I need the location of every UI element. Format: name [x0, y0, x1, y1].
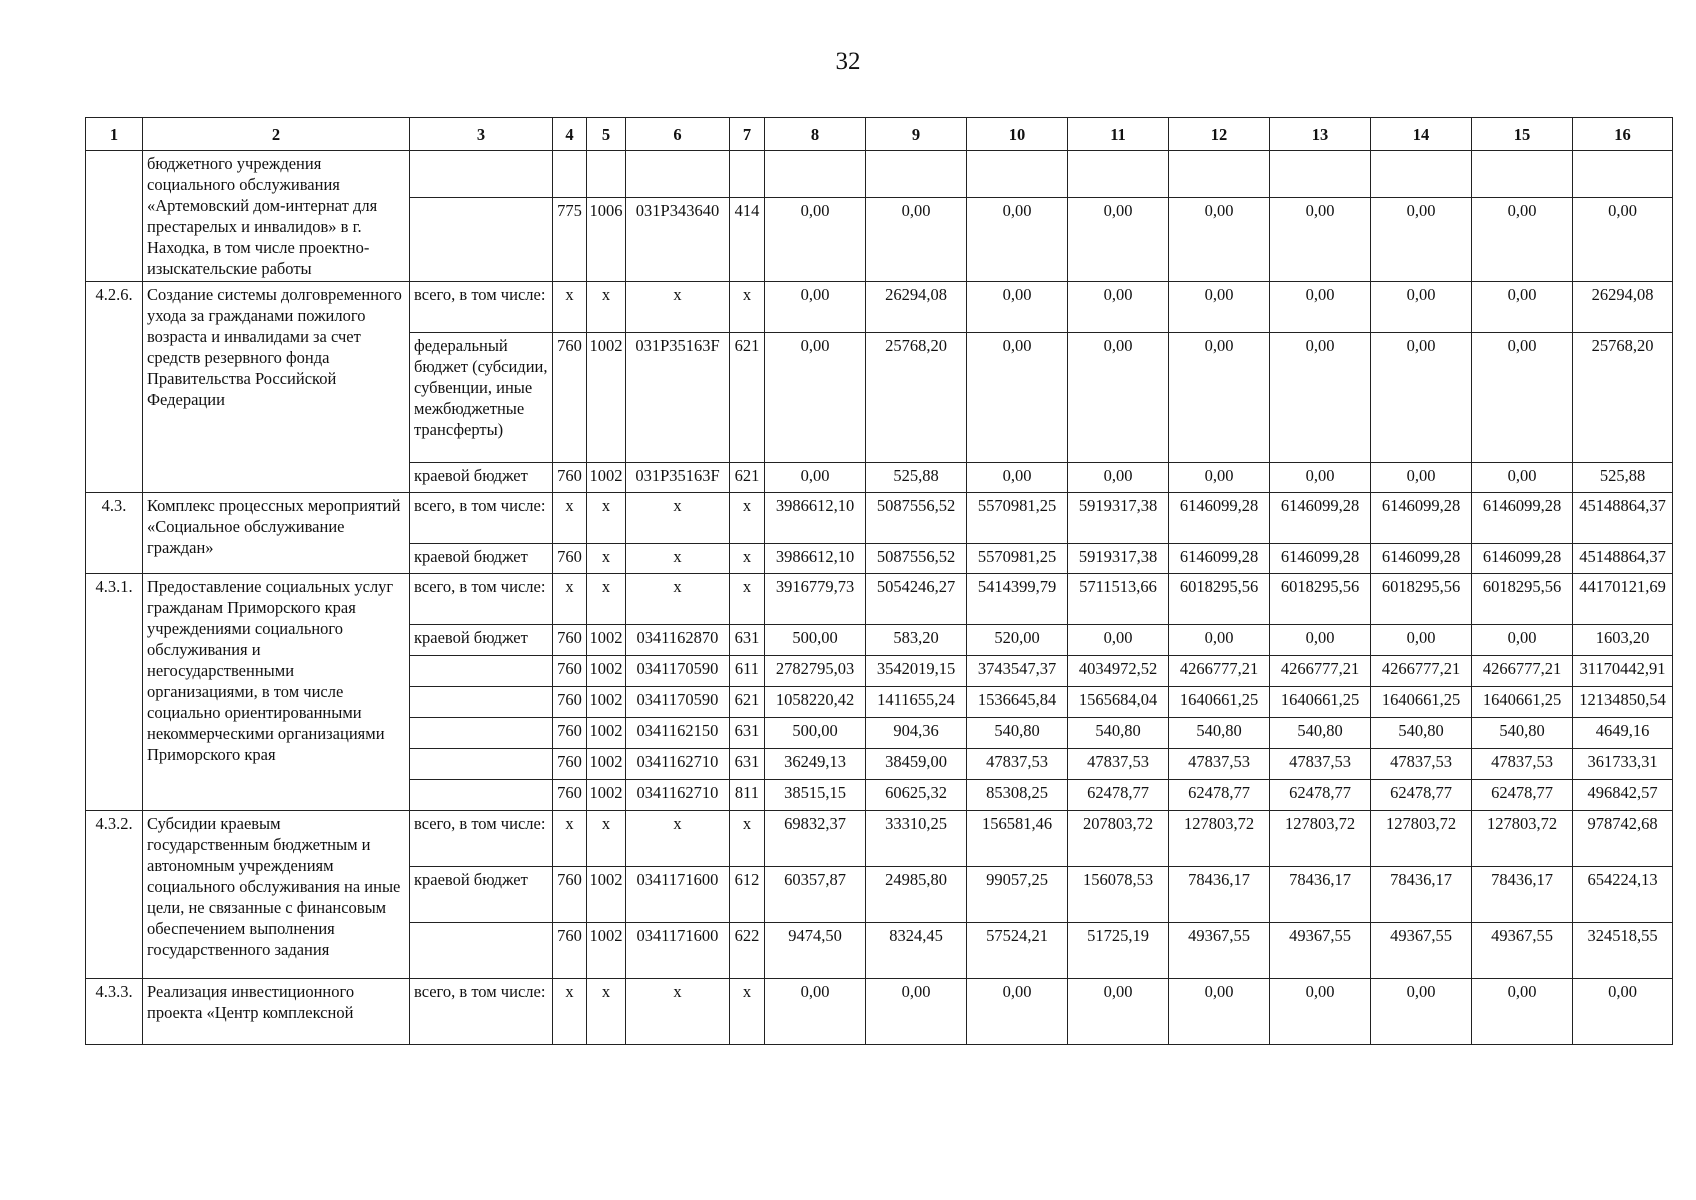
code-col-7: 621	[730, 333, 765, 463]
code-col-4: x	[553, 811, 587, 867]
table-header	[86, 118, 1673, 151]
amount-col-12: 0,00	[1169, 463, 1270, 493]
column-header-10: 10	[967, 118, 1068, 151]
funding-source	[410, 749, 553, 780]
amount-col-13: 0,00	[1270, 333, 1371, 463]
amount-col-15: 6146099,28	[1472, 493, 1573, 544]
code-col-7: x	[730, 574, 765, 625]
amount-col-12: 540,80	[1169, 718, 1270, 749]
amount-col-13: 78436,17	[1270, 867, 1371, 923]
code-col-7	[730, 151, 765, 198]
amount-col-16: 496842,57	[1573, 780, 1673, 811]
code-col-4	[553, 151, 587, 198]
column-header-row	[86, 118, 1673, 151]
page-number: 32	[835, 48, 861, 75]
amount-col-16: 45148864,37	[1573, 544, 1673, 574]
amount-col-16: 525,88	[1573, 463, 1673, 493]
item-name: Предоставление социальных услуг гражданам Приморского края учреждениями социального обслуживания и негосударственными организациями, в том числе социально ориентированными некоммерческими организациями Приморского края	[143, 574, 410, 811]
amount-col-13: 0,00	[1270, 463, 1371, 493]
code-col-5: 1002	[587, 333, 626, 463]
amount-col-15: 49367,55	[1472, 923, 1573, 979]
code-col-5: x	[587, 493, 626, 544]
code-col-5: 1002	[587, 923, 626, 979]
amount-col-12: 6146099,28	[1169, 544, 1270, 574]
column-header-2: 2	[143, 118, 410, 151]
code-col-6: 0341162150	[626, 718, 730, 749]
amount-col-12: 0,00	[1169, 979, 1270, 1045]
amount-col-16: 654224,13	[1573, 867, 1673, 923]
code-col-7: x	[730, 544, 765, 574]
column-header-4: 4	[553, 118, 587, 151]
item-name: бюджетного учреждения социального обслуживания «Артемовский дом-интернат для престарелых и инвалидов» в г. Находка, в том числе проектно-изыскательские работы	[143, 151, 410, 282]
funding-source: краевой бюджет	[410, 544, 553, 574]
code-col-7: 631	[730, 718, 765, 749]
column-header-14: 14	[1371, 118, 1472, 151]
amount-col-12: 62478,77	[1169, 780, 1270, 811]
code-col-6: 031P35163F	[626, 333, 730, 463]
amount-col-10: 85308,25	[967, 780, 1068, 811]
column-header-16: 16	[1573, 118, 1673, 151]
code-col-4: 760	[553, 333, 587, 463]
code-col-5: 1002	[587, 687, 626, 718]
code-col-6: 0341162710	[626, 749, 730, 780]
amount-col-16: 44170121,69	[1573, 574, 1673, 625]
table-row	[86, 574, 1673, 625]
amount-col-12: 127803,72	[1169, 811, 1270, 867]
code-col-4: 760	[553, 656, 587, 687]
amount-col-10: 5570981,25	[967, 493, 1068, 544]
amount-col-9: 583,20	[866, 625, 967, 656]
amount-col-14: 0,00	[1371, 625, 1472, 656]
amount-col-13: 0,00	[1270, 282, 1371, 333]
code-col-7: x	[730, 979, 765, 1045]
amount-col-13: 62478,77	[1270, 780, 1371, 811]
amount-col-15: 6018295,56	[1472, 574, 1573, 625]
amount-col-14: 0,00	[1371, 333, 1472, 463]
amount-col-14: 78436,17	[1371, 867, 1472, 923]
amount-col-13: 49367,55	[1270, 923, 1371, 979]
amount-col-13: 4266777,21	[1270, 656, 1371, 687]
item-number: 4.2.6.	[86, 282, 143, 493]
funding-source: краевой бюджет	[410, 867, 553, 923]
code-col-7: 631	[730, 749, 765, 780]
code-col-6: 0341162870	[626, 625, 730, 656]
amount-col-12: 0,00	[1169, 333, 1270, 463]
amount-col-15: 0,00	[1472, 979, 1573, 1045]
code-col-4: 760	[553, 718, 587, 749]
amount-col-14: 6146099,28	[1371, 493, 1472, 544]
amount-col-13: 47837,53	[1270, 749, 1371, 780]
code-col-5: x	[587, 574, 626, 625]
code-col-5: x	[587, 979, 626, 1045]
code-col-6: x	[626, 493, 730, 544]
amount-col-13: 6146099,28	[1270, 544, 1371, 574]
amount-col-16	[1573, 151, 1673, 198]
amount-col-9: 8324,45	[866, 923, 967, 979]
amount-col-13	[1270, 151, 1371, 198]
amount-col-12: 47837,53	[1169, 749, 1270, 780]
funding-source	[410, 780, 553, 811]
amount-col-10	[967, 151, 1068, 198]
funding-source: краевой бюджет	[410, 463, 553, 493]
code-col-7: 612	[730, 867, 765, 923]
code-col-4: 760	[553, 923, 587, 979]
amount-col-9: 3542019,15	[866, 656, 967, 687]
amount-col-13: 6018295,56	[1270, 574, 1371, 625]
amount-col-8: 500,00	[765, 625, 866, 656]
amount-col-14: 0,00	[1371, 979, 1472, 1045]
column-header-3: 3	[410, 118, 553, 151]
funding-source: всего, в том числе:	[410, 979, 553, 1045]
amount-col-11: 62478,77	[1068, 780, 1169, 811]
amount-col-8: 0,00	[765, 333, 866, 463]
code-col-6: 031P343640	[626, 198, 730, 282]
code-col-7: 621	[730, 687, 765, 718]
column-header-12: 12	[1169, 118, 1270, 151]
table-row	[86, 979, 1673, 1045]
amount-col-9: 24985,80	[866, 867, 967, 923]
amount-col-10: 57524,21	[967, 923, 1068, 979]
column-header-9: 9	[866, 118, 967, 151]
column-header-1: 1	[86, 118, 143, 151]
item-number: 4.3.3.	[86, 979, 143, 1045]
code-col-6: 0341170590	[626, 687, 730, 718]
amount-col-14: 47837,53	[1371, 749, 1472, 780]
amount-col-16: 12134850,54	[1573, 687, 1673, 718]
amount-col-10: 0,00	[967, 333, 1068, 463]
code-col-4: x	[553, 979, 587, 1045]
amount-col-11: 0,00	[1068, 463, 1169, 493]
code-col-5: x	[587, 282, 626, 333]
amount-col-16: 31170442,91	[1573, 656, 1673, 687]
amount-col-8: 2782795,03	[765, 656, 866, 687]
amount-col-10: 0,00	[967, 282, 1068, 333]
amount-col-16: 0,00	[1573, 198, 1673, 282]
amount-col-10: 0,00	[967, 979, 1068, 1045]
amount-col-16: 1603,20	[1573, 625, 1673, 656]
amount-col-8: 60357,87	[765, 867, 866, 923]
code-col-5: 1002	[587, 749, 626, 780]
amount-col-15: 6146099,28	[1472, 544, 1573, 574]
amount-col-15: 540,80	[1472, 718, 1573, 749]
amount-col-13: 127803,72	[1270, 811, 1371, 867]
code-col-7: x	[730, 811, 765, 867]
amount-col-15: 0,00	[1472, 333, 1573, 463]
amount-col-8: 0,00	[765, 463, 866, 493]
code-col-4: x	[553, 574, 587, 625]
amount-col-14: 1640661,25	[1371, 687, 1472, 718]
code-col-4: 760	[553, 544, 587, 574]
amount-col-9	[866, 151, 967, 198]
funding-source	[410, 718, 553, 749]
amount-col-15: 78436,17	[1472, 867, 1573, 923]
amount-col-14: 0,00	[1371, 198, 1472, 282]
code-col-6: 0341171600	[626, 923, 730, 979]
funding-source	[410, 656, 553, 687]
funding-source: краевой бюджет	[410, 625, 553, 656]
amount-col-11: 0,00	[1068, 625, 1169, 656]
amount-col-9: 0,00	[866, 198, 967, 282]
amount-col-9: 60625,32	[866, 780, 967, 811]
amount-col-14: 127803,72	[1371, 811, 1472, 867]
amount-col-8	[765, 151, 866, 198]
amount-col-12: 1640661,25	[1169, 687, 1270, 718]
amount-col-14: 0,00	[1371, 282, 1472, 333]
amount-col-9: 0,00	[866, 979, 967, 1045]
funding-source: всего, в том числе:	[410, 493, 553, 544]
amount-col-14: 49367,55	[1371, 923, 1472, 979]
table-row	[86, 811, 1673, 867]
amount-col-12: 0,00	[1169, 625, 1270, 656]
amount-col-16: 26294,08	[1573, 282, 1673, 333]
code-col-6: 031P35163F	[626, 463, 730, 493]
code-col-7: 621	[730, 463, 765, 493]
table-row	[86, 493, 1673, 544]
amount-col-8: 3916779,73	[765, 574, 866, 625]
amount-col-9: 33310,25	[866, 811, 967, 867]
amount-col-11: 5919317,38	[1068, 493, 1169, 544]
column-header-15: 15	[1472, 118, 1573, 151]
code-col-4: x	[553, 493, 587, 544]
code-col-5: 1002	[587, 780, 626, 811]
amount-col-9: 5054246,27	[866, 574, 967, 625]
amount-col-16: 0,00	[1573, 979, 1673, 1045]
amount-col-15: 0,00	[1472, 198, 1573, 282]
code-col-6: 0341171600	[626, 867, 730, 923]
code-col-4: 760	[553, 463, 587, 493]
amount-col-12: 6146099,28	[1169, 493, 1270, 544]
code-col-5: 1002	[587, 463, 626, 493]
amount-col-14: 540,80	[1371, 718, 1472, 749]
amount-col-14: 4266777,21	[1371, 656, 1472, 687]
column-header-5: 5	[587, 118, 626, 151]
amount-col-9: 5087556,52	[866, 544, 967, 574]
amount-col-11: 207803,72	[1068, 811, 1169, 867]
code-col-7: 414	[730, 198, 765, 282]
amount-col-14: 6018295,56	[1371, 574, 1472, 625]
amount-col-16: 45148864,37	[1573, 493, 1673, 544]
amount-col-14	[1371, 151, 1472, 198]
code-col-6	[626, 151, 730, 198]
funding-source	[410, 923, 553, 979]
code-col-5: 1002	[587, 625, 626, 656]
code-col-4: x	[553, 282, 587, 333]
item-number: 4.3.1.	[86, 574, 143, 811]
item-name: Субсидии краевым государственным бюджетным и автономным учреждениям социального обслуживания на иные цели, не связанные с финансовым обеспечением выполнения государственного задания	[143, 811, 410, 979]
amount-col-12: 4266777,21	[1169, 656, 1270, 687]
amount-col-11: 4034972,52	[1068, 656, 1169, 687]
funding-source	[410, 687, 553, 718]
item-name: Комплекс процессных мероприятий «Социальное обслуживание граждан»	[143, 493, 410, 574]
amount-col-13: 540,80	[1270, 718, 1371, 749]
amount-col-15: 1640661,25	[1472, 687, 1573, 718]
amount-col-11: 0,00	[1068, 198, 1169, 282]
amount-col-8: 3986612,10	[765, 493, 866, 544]
amount-col-10: 5414399,79	[967, 574, 1068, 625]
amount-col-9: 26294,08	[866, 282, 967, 333]
amount-col-11	[1068, 151, 1169, 198]
amount-col-10: 3743547,37	[967, 656, 1068, 687]
amount-col-15: 0,00	[1472, 282, 1573, 333]
amount-col-8: 36249,13	[765, 749, 866, 780]
funding-source: всего, в том числе:	[410, 811, 553, 867]
code-col-6: 0341170590	[626, 656, 730, 687]
amount-col-8: 3986612,10	[765, 544, 866, 574]
code-col-7: 811	[730, 780, 765, 811]
code-col-7: x	[730, 282, 765, 333]
amount-col-10: 1536645,84	[967, 687, 1068, 718]
amount-col-13: 0,00	[1270, 625, 1371, 656]
code-col-5: 1002	[587, 656, 626, 687]
amount-col-13: 0,00	[1270, 979, 1371, 1045]
amount-col-8: 69832,37	[765, 811, 866, 867]
code-col-5: x	[587, 811, 626, 867]
item-number	[86, 151, 143, 282]
code-col-7: 622	[730, 923, 765, 979]
code-col-4: 760	[553, 867, 587, 923]
budget-table	[85, 117, 1673, 1045]
amount-col-12	[1169, 151, 1270, 198]
column-header-7: 7	[730, 118, 765, 151]
code-col-4: 775	[553, 198, 587, 282]
amount-col-9: 38459,00	[866, 749, 967, 780]
amount-col-11: 156078,53	[1068, 867, 1169, 923]
amount-col-15	[1472, 151, 1573, 198]
code-col-7: 631	[730, 625, 765, 656]
amount-col-16: 4649,16	[1573, 718, 1673, 749]
table-row	[86, 151, 1673, 198]
amount-col-10: 99057,25	[967, 867, 1068, 923]
amount-col-15: 62478,77	[1472, 780, 1573, 811]
code-col-4: 760	[553, 780, 587, 811]
amount-col-11: 51725,19	[1068, 923, 1169, 979]
amount-col-10: 0,00	[967, 463, 1068, 493]
amount-col-10: 156581,46	[967, 811, 1068, 867]
amount-col-11: 0,00	[1068, 979, 1169, 1045]
amount-col-8: 38515,15	[765, 780, 866, 811]
amount-col-16: 978742,68	[1573, 811, 1673, 867]
amount-col-12: 0,00	[1169, 198, 1270, 282]
amount-col-11: 540,80	[1068, 718, 1169, 749]
code-col-6: x	[626, 282, 730, 333]
item-number: 4.3.2.	[86, 811, 143, 979]
amount-col-9: 904,36	[866, 718, 967, 749]
amount-col-15: 47837,53	[1472, 749, 1573, 780]
code-col-5	[587, 151, 626, 198]
code-col-4: 760	[553, 749, 587, 780]
funding-source	[410, 151, 553, 198]
amount-col-10: 0,00	[967, 198, 1068, 282]
code-col-6: x	[626, 574, 730, 625]
code-col-7: 611	[730, 656, 765, 687]
amount-col-8: 9474,50	[765, 923, 866, 979]
amount-col-10: 47837,53	[967, 749, 1068, 780]
amount-col-16: 324518,55	[1573, 923, 1673, 979]
column-header-11: 11	[1068, 118, 1169, 151]
amount-col-13: 1640661,25	[1270, 687, 1371, 718]
amount-col-13: 6146099,28	[1270, 493, 1371, 544]
code-col-7: x	[730, 493, 765, 544]
amount-col-11: 5711513,66	[1068, 574, 1169, 625]
code-col-6: 0341162710	[626, 780, 730, 811]
amount-col-11: 0,00	[1068, 282, 1169, 333]
amount-col-9: 5087556,52	[866, 493, 967, 544]
amount-col-14: 6146099,28	[1371, 544, 1472, 574]
code-col-5: 1006	[587, 198, 626, 282]
amount-col-12: 78436,17	[1169, 867, 1270, 923]
amount-col-8: 500,00	[765, 718, 866, 749]
table-body	[86, 151, 1673, 1045]
funding-source: всего, в том числе:	[410, 574, 553, 625]
amount-col-9: 1411655,24	[866, 687, 967, 718]
amount-col-15: 0,00	[1472, 625, 1573, 656]
column-header-6: 6	[626, 118, 730, 151]
amount-col-15: 0,00	[1472, 463, 1573, 493]
amount-col-10: 5570981,25	[967, 544, 1068, 574]
amount-col-11: 0,00	[1068, 333, 1169, 463]
amount-col-10: 540,80	[967, 718, 1068, 749]
code-col-6: x	[626, 811, 730, 867]
item-name: Реализация инвестиционного проекта «Центр комплексной	[143, 979, 410, 1045]
amount-col-8: 0,00	[765, 198, 866, 282]
funding-source	[410, 198, 553, 282]
code-col-5: x	[587, 544, 626, 574]
code-col-4: 760	[553, 625, 587, 656]
amount-col-14: 62478,77	[1371, 780, 1472, 811]
amount-col-12: 49367,55	[1169, 923, 1270, 979]
amount-col-16: 25768,20	[1573, 333, 1673, 463]
column-header-8: 8	[765, 118, 866, 151]
code-col-5: 1002	[587, 867, 626, 923]
amount-col-12: 0,00	[1169, 282, 1270, 333]
code-col-4: 760	[553, 687, 587, 718]
code-col-6: x	[626, 979, 730, 1045]
amount-col-15: 4266777,21	[1472, 656, 1573, 687]
column-header-13: 13	[1270, 118, 1371, 151]
amount-col-14: 0,00	[1371, 463, 1472, 493]
table-row	[86, 282, 1673, 333]
amount-col-16: 361733,31	[1573, 749, 1673, 780]
amount-col-9: 25768,20	[866, 333, 967, 463]
amount-col-11: 1565684,04	[1068, 687, 1169, 718]
code-col-5: 1002	[587, 718, 626, 749]
amount-col-8: 0,00	[765, 979, 866, 1045]
code-col-6: x	[626, 544, 730, 574]
item-number: 4.3.	[86, 493, 143, 574]
amount-col-11: 5919317,38	[1068, 544, 1169, 574]
amount-col-11: 47837,53	[1068, 749, 1169, 780]
amount-col-8: 1058220,42	[765, 687, 866, 718]
amount-col-12: 6018295,56	[1169, 574, 1270, 625]
amount-col-13: 0,00	[1270, 198, 1371, 282]
amount-col-9: 525,88	[866, 463, 967, 493]
item-name: Создание системы долговременного ухода за гражданами пожилого возраста и инвалидами за счет средств резервного фонда Правительства Российской Федерации	[143, 282, 410, 493]
amount-col-15: 127803,72	[1472, 811, 1573, 867]
funding-source: всего, в том числе:	[410, 282, 553, 333]
amount-col-10: 520,00	[967, 625, 1068, 656]
funding-source: федеральный бюджет (субсидии, субвенции, иные межбюджетные трансферты)	[410, 333, 553, 463]
amount-col-8: 0,00	[765, 282, 866, 333]
